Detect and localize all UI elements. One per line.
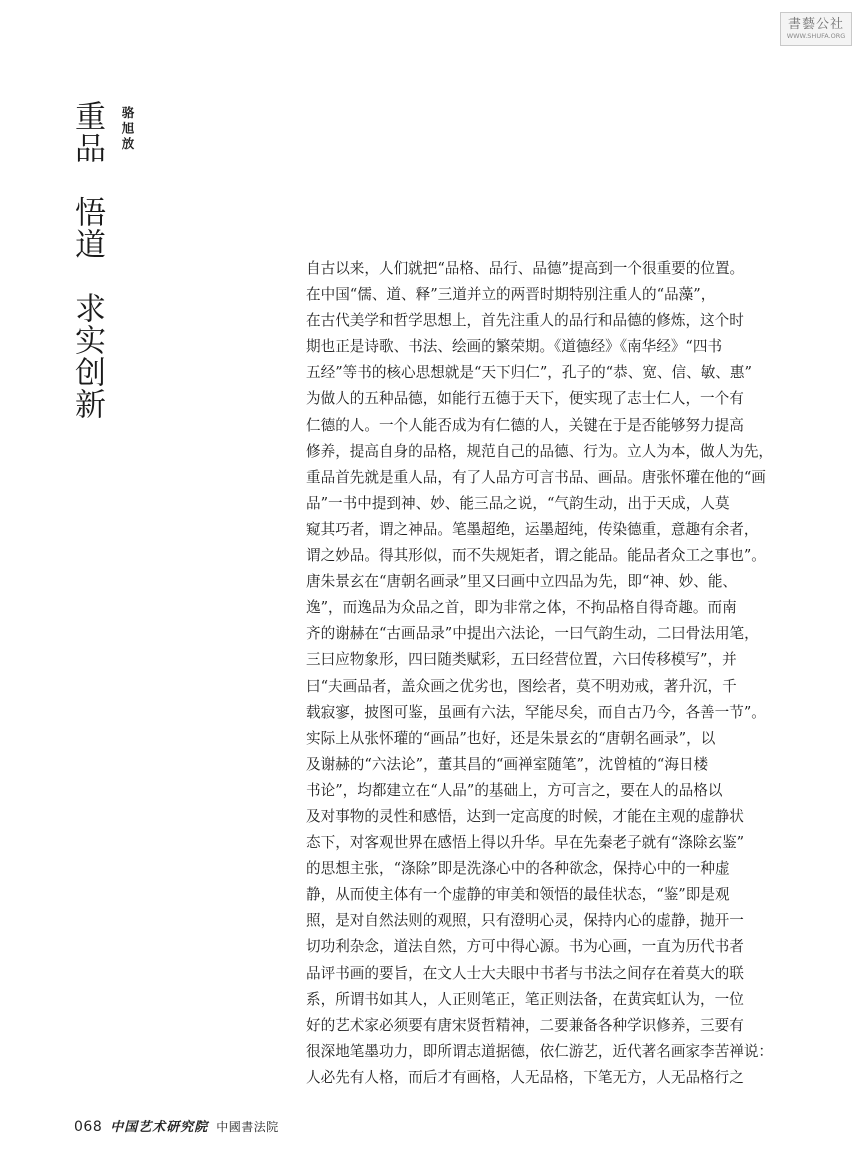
body-text-line: 书论”，均都建立在“人品”的基础上，方可言之，要在人的品格以: [306, 781, 723, 799]
page-number: 068: [74, 1119, 103, 1135]
publication-name: 中國書法院: [216, 1120, 279, 1134]
body-text-line: 及谢赫的“六法论”，董其昌的“画禅室随笔”，沈曾植的“海日楼: [306, 755, 709, 773]
title-part-3: 求实创新: [69, 292, 105, 420]
body-text-line: 修养，提高自身的品格，规范自己的品德、行为。立人为本，做人为先，: [306, 442, 774, 460]
body-text-line: 系，所谓书如其人，人正则笔正，笔正则法备，在黄宾虹认为，一位: [306, 990, 744, 1008]
body-text-line: 三曰应物象形，四曰随类赋彩，五曰经营位置，六曰传移模写”，并: [306, 651, 737, 669]
body-text-line: 谓之妙品。得其形似，而不失规矩者，谓之能品。能品者众工之事也”。: [306, 547, 766, 565]
page-footer: [74, 1116, 279, 1135]
body-text-line: 实际上从张怀瓘的“画品”也好，还是朱景玄的“唐朝名画录”，以: [306, 729, 716, 747]
body-text-line: 唐朱景玄在“唐朝名画录”里又曰画中立四品为先，即“神、妙、能、: [306, 573, 738, 591]
body-text-line: 的思想主张，“涤除”即是洗涤心中的各种欲念，保持心中的一种虚: [306, 860, 730, 878]
body-text-line: 态下，对客观世界在感悟上得以升华。早在先秦老子就有“涤除玄鉴”: [306, 834, 745, 852]
title-part-1: 重品: [69, 100, 105, 164]
body-text-line: 好的艺术家必须要有唐宋贤哲精神，二要兼备各种学识修养，三要有: [306, 1016, 744, 1034]
author-name: 骆旭放: [120, 106, 135, 153]
body-text-line: 齐的谢赫在“古画品录”中提出六法论，一曰气韵生动，二曰骨法用笔，: [306, 625, 759, 643]
body-text-line: 及对事物的灵性和感悟，达到一定高度的时候，才能在主观的虚静状: [306, 807, 744, 825]
body-text-line: 静，从而使主体有一个虚静的审美和领悟的最佳状态，“鉴”即是观: [306, 886, 730, 904]
body-text-line: 照，是对自然法则的观照，只有澄明心灵，保持内心的虚静，抛开一: [306, 912, 744, 930]
body-text-line: 切功利杂念，道法自然，方可中得心源。书为心画，一直为历代书者: [306, 938, 744, 956]
body-text-line: 在中国“儒、道、释”三道并立的两晋时期特别注重人的“品藻”，: [306, 286, 716, 304]
article-body: [306, 256, 774, 1091]
body-text-line: 人必先有人格，而后才有画格，人无品格，下笔无方，人无品格行之: [306, 1068, 744, 1086]
body-text-line: 曰“夫画品者，盖众画之优劣也，图绘者，莫不明劝戒，著升沉，千: [306, 677, 737, 695]
body-text-line: 自古以来，人们就把“品格、品行、品德”提高到一个很重要的位置。: [306, 260, 745, 277]
body-text-line: 五经”等书的核心思想就是“天下归仁”，孔子的“恭、宽、信、敏、惠”: [306, 364, 752, 382]
body-text-line: 逸”，而逸品为众品之首，即为非常之体，不拘品格自得奇趣。而南: [306, 599, 737, 617]
body-text-line: 在古代美学和哲学思想上，首先注重人的品行和品德的修炼，这个时: [306, 312, 744, 330]
body-text-line: 很深地笔墨功力，即所谓志道据德，依仁游艺，近代著名画家李苦禅说：: [306, 1042, 774, 1060]
watermark-logo: [780, 12, 852, 46]
body-text-line: 品评书画的要旨，在文人士大夫眼中书者与书法之间存在着莫大的联: [306, 964, 744, 982]
body-text-line: 重品首先就是重人品，有了人品方可言书品、画品。唐张怀瓘在他的“画: [306, 468, 766, 486]
title-part-2: 悟道: [69, 196, 105, 260]
article-title: [70, 100, 104, 420]
body-text-line: 窥其巧者，谓之神品。笔墨超绝，运墨超纯，传染德重，意趣有余者，: [306, 520, 759, 538]
body-text-line: 期也正是诗歌、书法、绘画的繁荣期。《道德经》《南华经》“四书: [306, 338, 723, 356]
watermark-logo-text: 書藝公社: [787, 16, 844, 32]
body-text-line: 载寂寥，披图可鉴，虽画有六法，罕能尽矣，而自古乃今，各善一节”。: [306, 703, 766, 721]
publication-calligraphy: 中国艺术研究院: [110, 1120, 209, 1135]
body-text-line: 品”一书中提到神、妙、能三品之说，“气韵生动，出于天成，人莫: [306, 494, 730, 512]
watermark-url: WWW.SHUFA.ORG: [786, 31, 846, 40]
body-text-line: 仁德的人。一个人能否成为有仁德的人，关键在于是否能够努力提高: [306, 416, 744, 434]
body-text-line: 为做人的五种品德，如能行五德于天下，便实现了志士仁人，一个有: [306, 390, 744, 408]
